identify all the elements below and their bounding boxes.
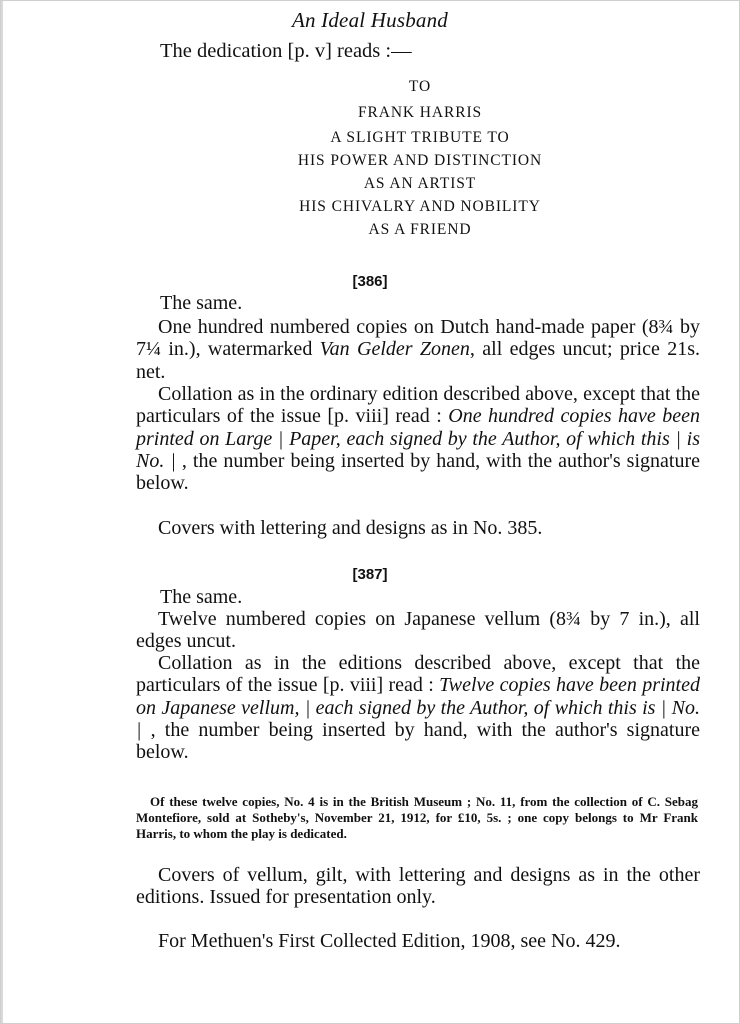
collation-paragraph	[136, 652, 700, 763]
paragraph-text: Covers of vellum, gilt, with lettering and designs as in the other editions. Issued for presentation only.	[136, 864, 700, 909]
dedication-line: FRANK HARRIS	[357, 104, 483, 121]
collation-paragraph	[136, 383, 700, 494]
entry-paragraph	[136, 316, 700, 383]
footnote-paragraph	[136, 794, 698, 842]
entry-number: [386]	[352, 273, 388, 290]
paragraph-text: Collation as in the ordinary edition described above, except that the particulars of the issue [p. viii] read :	[136, 383, 700, 428]
issue-particulars: One hundred copies have been printed on Large | Paper, each signed by the Author, of which this | is No. |	[136, 405, 701, 472]
dedication-line: TO	[408, 78, 432, 95]
paragraph-text: One hundred numbered copies on Dutch hand-made paper (8¾ by 7¼ in.), watermarked	[136, 316, 700, 361]
paragraph-text: , the number being inserted by hand, with the author's signature below.	[136, 449, 700, 495]
paragraph-text: , all edges uncut; price 21s. net.	[136, 338, 700, 383]
entry-paragraph	[136, 608, 700, 653]
dedication-intro: The dedication [p. v] reads :—	[160, 40, 412, 62]
issue-particulars: Twelve copies have been printed on Japanese vellum, | each signed by the Author, of which this is | No. |	[136, 674, 700, 741]
paragraph-text: , the number being inserted by hand, with the author's signature below.	[136, 718, 700, 764]
dedication-line: A SLIGHT TRIBUTE TO	[330, 129, 510, 146]
entry-number: [387]	[352, 566, 388, 583]
covers-paragraph	[136, 864, 700, 909]
paragraph-text: Of these twelve copies, No. 4 is in the British Museum ; No. 11, from the collection of C. Sebag Montefiore, sold at Sotheby's, November 21, 1912, for £10, 5s. ; one copy belongs to Mr Frank Harris, to whom the play is dedicated.	[136, 794, 698, 841]
paragraph-text: Covers with lettering and designs as in No. 385.	[158, 517, 543, 539]
paragraph-text: For Methuen's First Collected Edition, 1908, see No. 429.	[158, 930, 621, 952]
dedication-line: HIS CHIVALRY AND NOBILITY	[299, 198, 541, 215]
paragraph-text: Collation as in the editions described above, except that the particulars of the issue [p. viii] read :	[136, 652, 700, 697]
dedication-line: HIS POWER AND DISTINCTION	[297, 152, 543, 169]
watermark-name: Van Gelder Zonen	[319, 338, 470, 361]
entry-same: The same.	[160, 292, 243, 314]
entry-same: The same.	[160, 586, 243, 608]
running-head: An Ideal Husband	[291, 8, 448, 32]
dedication-line: AS A FRIEND	[368, 221, 472, 238]
paragraph-text: Twelve numbered copies on Japanese vellum (8¾ by 7 in.), all edges uncut.	[136, 608, 700, 653]
closing-paragraph	[136, 930, 700, 952]
covers-paragraph	[136, 517, 700, 539]
dedication-line: AS AN ARTIST	[363, 175, 477, 192]
